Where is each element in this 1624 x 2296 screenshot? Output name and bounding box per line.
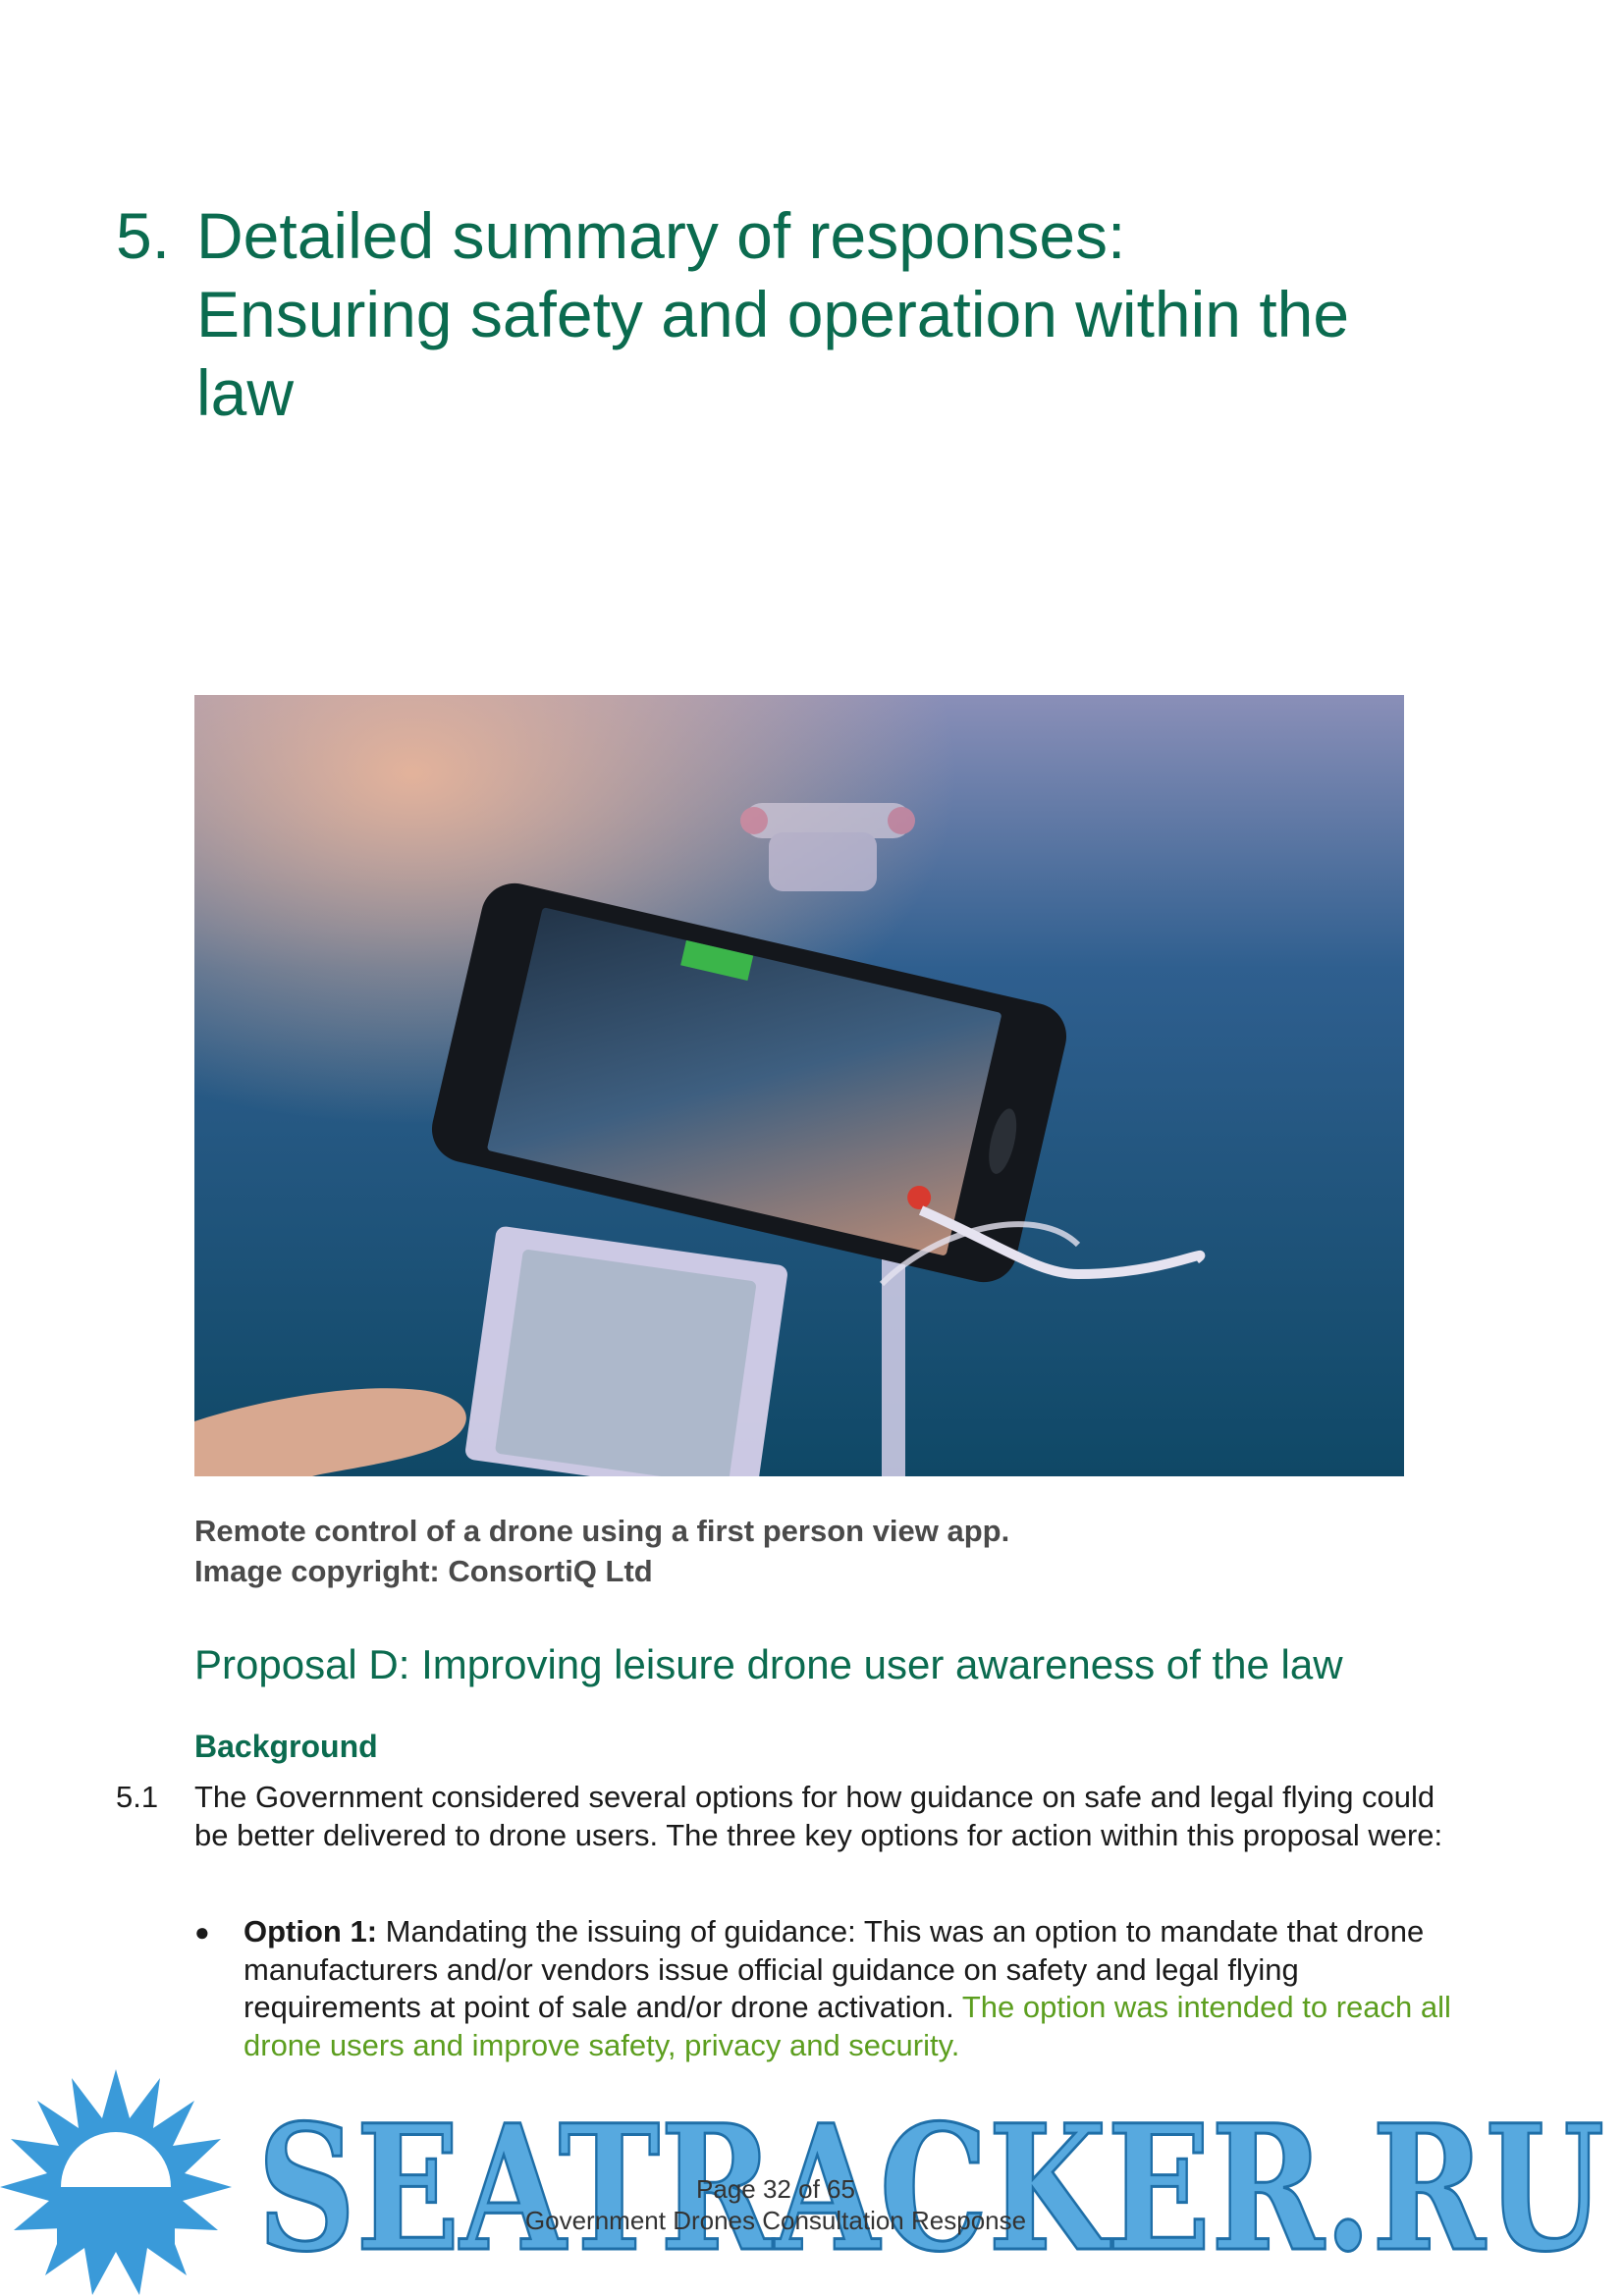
proposal-subheading: Proposal D: Improving leisure drone user awareness of the law (194, 1641, 1343, 1687)
background-heading: Background (194, 1729, 378, 1764)
photo-illustration (194, 695, 1404, 1476)
paragraph-5-1 (116, 1779, 1471, 1854)
footer-page-number: Page 32 of 65 (696, 2174, 855, 2204)
watermark-text: SEATRACKER.RU (257, 2087, 1604, 2290)
paragraph-number: 5.1 (116, 1780, 159, 1814)
bullet-label: Option 1: (244, 1914, 378, 1949)
bullet-icon: ● (194, 1917, 210, 1947)
paragraph-text: The Government considered several options for how guidance on safe and legal flying could be better delivered to drone users. The three key options for action within this proposal were: (194, 1780, 1443, 1852)
drone-fpv-photo (194, 695, 1404, 1476)
bullet-body: Mandating the issuing of guidance: This was an option to mandate that drone manufacturers and/or vendors issue official guidance on safety and legal flying requirements at point of sale and/or drone activation. (244, 1914, 1425, 2024)
bullet-option-1 (194, 1913, 1471, 2064)
photo-caption (194, 1511, 1471, 1591)
caption-line-2: Image copyright: ConsortiQ Ltd (194, 1554, 653, 1588)
heading-number: 5. (116, 199, 171, 272)
page-footer (0, 2173, 1551, 2236)
page-heading (116, 196, 1471, 432)
heading-line-2: Ensuring safety and operation within the (196, 278, 1350, 350)
bullet-text (244, 1913, 1471, 2064)
bullet-highlight: The option was intended to reach all drone users and improve safety, privacy and security. (244, 1990, 1451, 2062)
footer-document-title: Government Drones Consultation Response (524, 2206, 1027, 2235)
heading-line-3: law (196, 356, 295, 429)
caption-line-1: Remote control of a drone using a first person view app. (194, 1514, 1010, 1548)
heading-line-1: Detailed summary of responses: (196, 199, 1126, 272)
